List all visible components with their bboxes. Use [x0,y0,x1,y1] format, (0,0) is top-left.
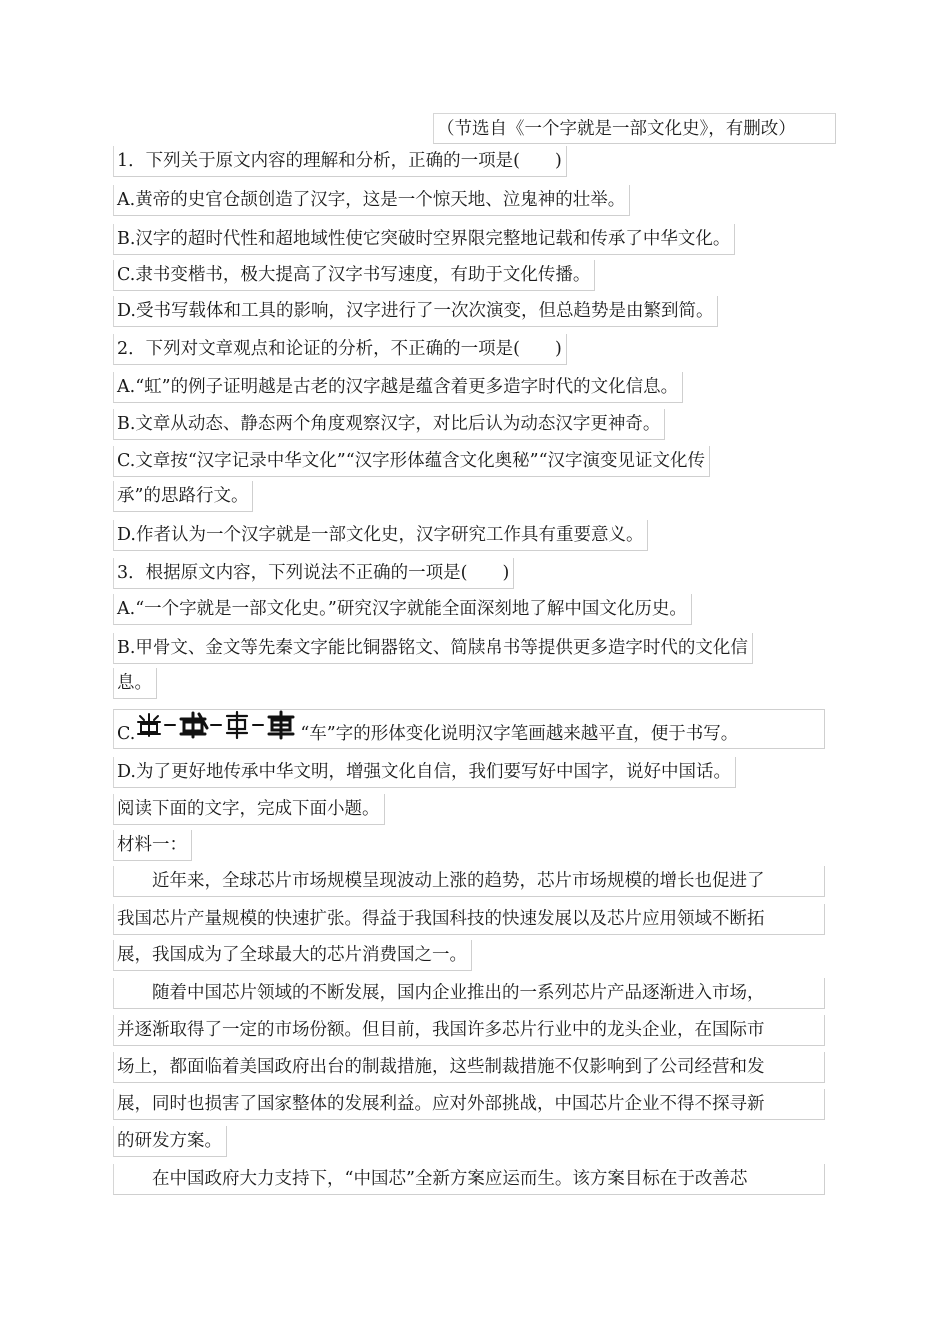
para1-line1: 近年来，全球芯片市场规模呈现波动上涨的趋势，芯片市场规模的增长也促进了 [113,866,825,897]
para2-line3: 场上，都面临着美国政府出台的制裁措施，这些制裁措施不仅影响到了公司经营和发 [113,1052,825,1083]
para2-line1: 随着中国芯片领域的不断发展，国内企业推出的一系列芯片产品逐渐进入市场， [113,978,825,1009]
q2-option-c-line1: C.文章按“汉字记录中华文化”“汉字形体蕴含文化奥秘”“汉字演变见证文化传 [113,446,710,477]
q2-stem: 2．下列对文章观点和论证的分析，不正确的一项是( ) [113,334,567,365]
para2-line2: 并逐渐取得了一定的市场份额。但目前，我国许多芯片行业中的龙头企业，在国际市 [113,1015,825,1046]
q1-option-a: A.黄帝的史官仓颉创造了汉字，这是一个惊天地、泣鬼神的壮举。 [113,185,630,216]
q3-option-b-line2: 息。 [113,668,157,699]
q2-option-b: B.文章从动态、静态两个角度观察汉字，对比后认为动态汉字更神奇。 [113,409,665,440]
para1-line3: 展，我国成为了全球最大的芯片消费国之一。 [113,940,472,971]
che-character-evolution-image [135,710,298,755]
para3-line1: 在中国政府大力支持下，“中国芯”全新方案应运而生。该方案目标在于改善芯 [113,1164,825,1195]
para2-line5: 的研发方案。 [113,1126,227,1157]
q3-option-a: A.“一个字就是一部文化史。”研究汉字就能全面深刻地了解中国文化历史。 [113,594,692,625]
q3-option-c-prefix: C. [117,724,136,744]
q3-stem: 3．根据原文内容，下列说法不正确的一项是( ) [113,558,514,589]
q2-option-d: D.作者认为一个汉字就是一部文化史，汉字研究工作具有重要意义。 [113,520,648,551]
material-label: 材料一： [113,830,192,861]
q1-option-c: C.隶书变楷书，极大提高了汉字书写速度，有助于文化传播。 [113,260,595,291]
para2-line4: 展，同时也损害了国家整体的发展利益。应对外部挑战，中国芯片企业不得不探寻新 [113,1089,825,1120]
q2-option-c-line2: 承”的思路行文。 [113,481,253,512]
source-citation: （节选自《一个字就是一部文化史》，有删改） [433,113,836,144]
reading-instruction: 阅读下面的文字，完成下面小题。 [113,794,385,825]
q2-option-a: A.“虹”的例子证明越是古老的汉字越是蕴含着更多造字时代的文化信息。 [113,372,683,403]
q1-option-b: B.汉字的超时代性和超地域性使它突破时空界限完整地记载和传承了中华文化。 [113,224,735,255]
q3-option-d: D.为了更好地传承中华文明，增强文化自信，我们要写好中国字，说好中国话。 [113,757,736,788]
q3-option-c [113,709,825,749]
q3-option-c-text: “车”字的形体变化说明汉字笔画越来越平直，便于书写。 [300,724,739,744]
q1-option-d: D.受书写载体和工具的影响，汉字进行了一次次演变，但总趋势是由繁到简。 [113,296,718,327]
q1-stem: 1．下列关于原文内容的理解和分析，正确的一项是( ) [113,146,567,177]
para1-line2: 我国芯片产量规模的快速扩张。得益于我国科技的快速发展以及芯片应用领域不断拓 [113,904,825,935]
q3-option-b-line1: B.甲骨文、金文等先秦文字能比铜器铭文、简牍帛书等提供更多造字时代的文化信 [113,633,753,664]
